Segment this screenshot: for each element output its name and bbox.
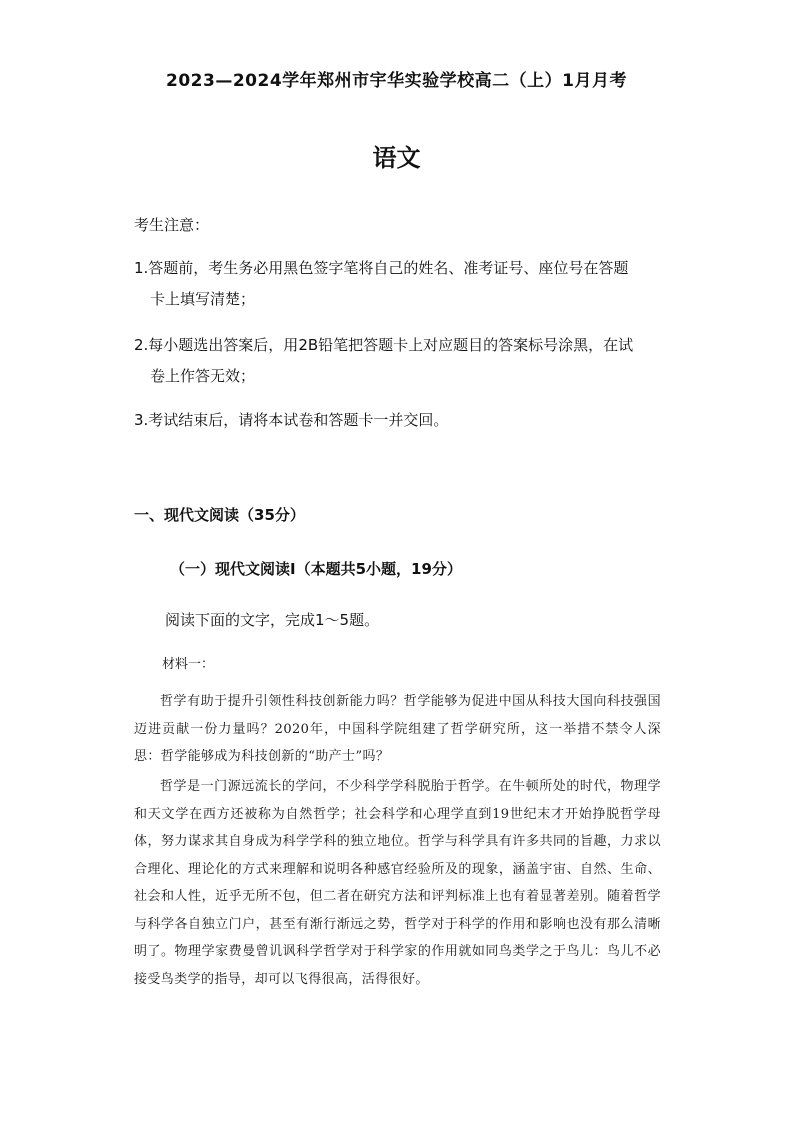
material-label: 材料一： — [162, 657, 215, 672]
exam-title: 2023—2024学年郑州市宇华实验学校高二（上）1月月考 — [166, 71, 627, 91]
notice-item-1-line-1: 1.答题前，考生务必用黑色签字笔将自己的姓名、准考证号、座位号在答题 — [134, 259, 629, 277]
material-paragraph-1: 哲学有助于提升引领性科技创新能力吗？哲学能够为促进中国从科技大国向科技强国迈进贡献一份力量吗？2020年，中国科学院组建了哲学研究所，这一举措不禁令人深思：哲学能够成为科技创新的“助产士”吗？ — [134, 694, 661, 764]
notice-item-2 — [134, 330, 679, 392]
notice-heading: 考生注意： — [134, 216, 210, 234]
notice-item-1 — [134, 253, 679, 315]
notice-item-2-line-1: 2.每小题选出答案后，用2B铅笔把答题卡上对应题目的答案标号涂黑，在试 — [134, 336, 634, 354]
reading-instruction: 阅读下面的文字，完成1～5题。 — [165, 611, 380, 629]
notice-item-1-line-2: 卡上填写清楚； — [150, 290, 256, 308]
material-paragraph-2: 哲学是一门源远流长的学问，不少科学学科脱胎于哲学。在牛顿所处的时代，物理学和天文学在西方还被称为自然哲学；社会科学和心理学直到19世纪末才开始挣脱哲学母体，努力谋求其自身成为科学学科的独立地位。哲学与科学具有许多共同的旨趣，力求以合理化、理论化的方式来理解和说明各种感官经验所及的现象，涵盖宇宙、自然、生命、社会和人性，近乎无所不包，但二者在研究方法和评判标准上也有着显著差别。随着哲学与科学各自独立门户，甚至有渐行渐远之势，哲学对于科学的作用和影响也没有那么清晰明了。物理学家费曼曾讥讽科学哲学对于科学家的作用就如同鸟类学之于鸟儿：鸟儿不必接受鸟类学的指导，却可以飞得很高，活得很好。 — [134, 779, 661, 987]
section-heading: 一、现代文阅读（35分） — [134, 506, 305, 524]
notice-item-3: 3.考试结束后，请将本试卷和答题卡一并交回。 — [134, 411, 449, 429]
subsection-heading: （一）现代文阅读Ⅰ（本题共5小题，19分） — [170, 560, 462, 578]
subject-title: 语文 — [372, 144, 421, 172]
notice-item-2-line-2: 卷上作答无效； — [150, 367, 256, 385]
